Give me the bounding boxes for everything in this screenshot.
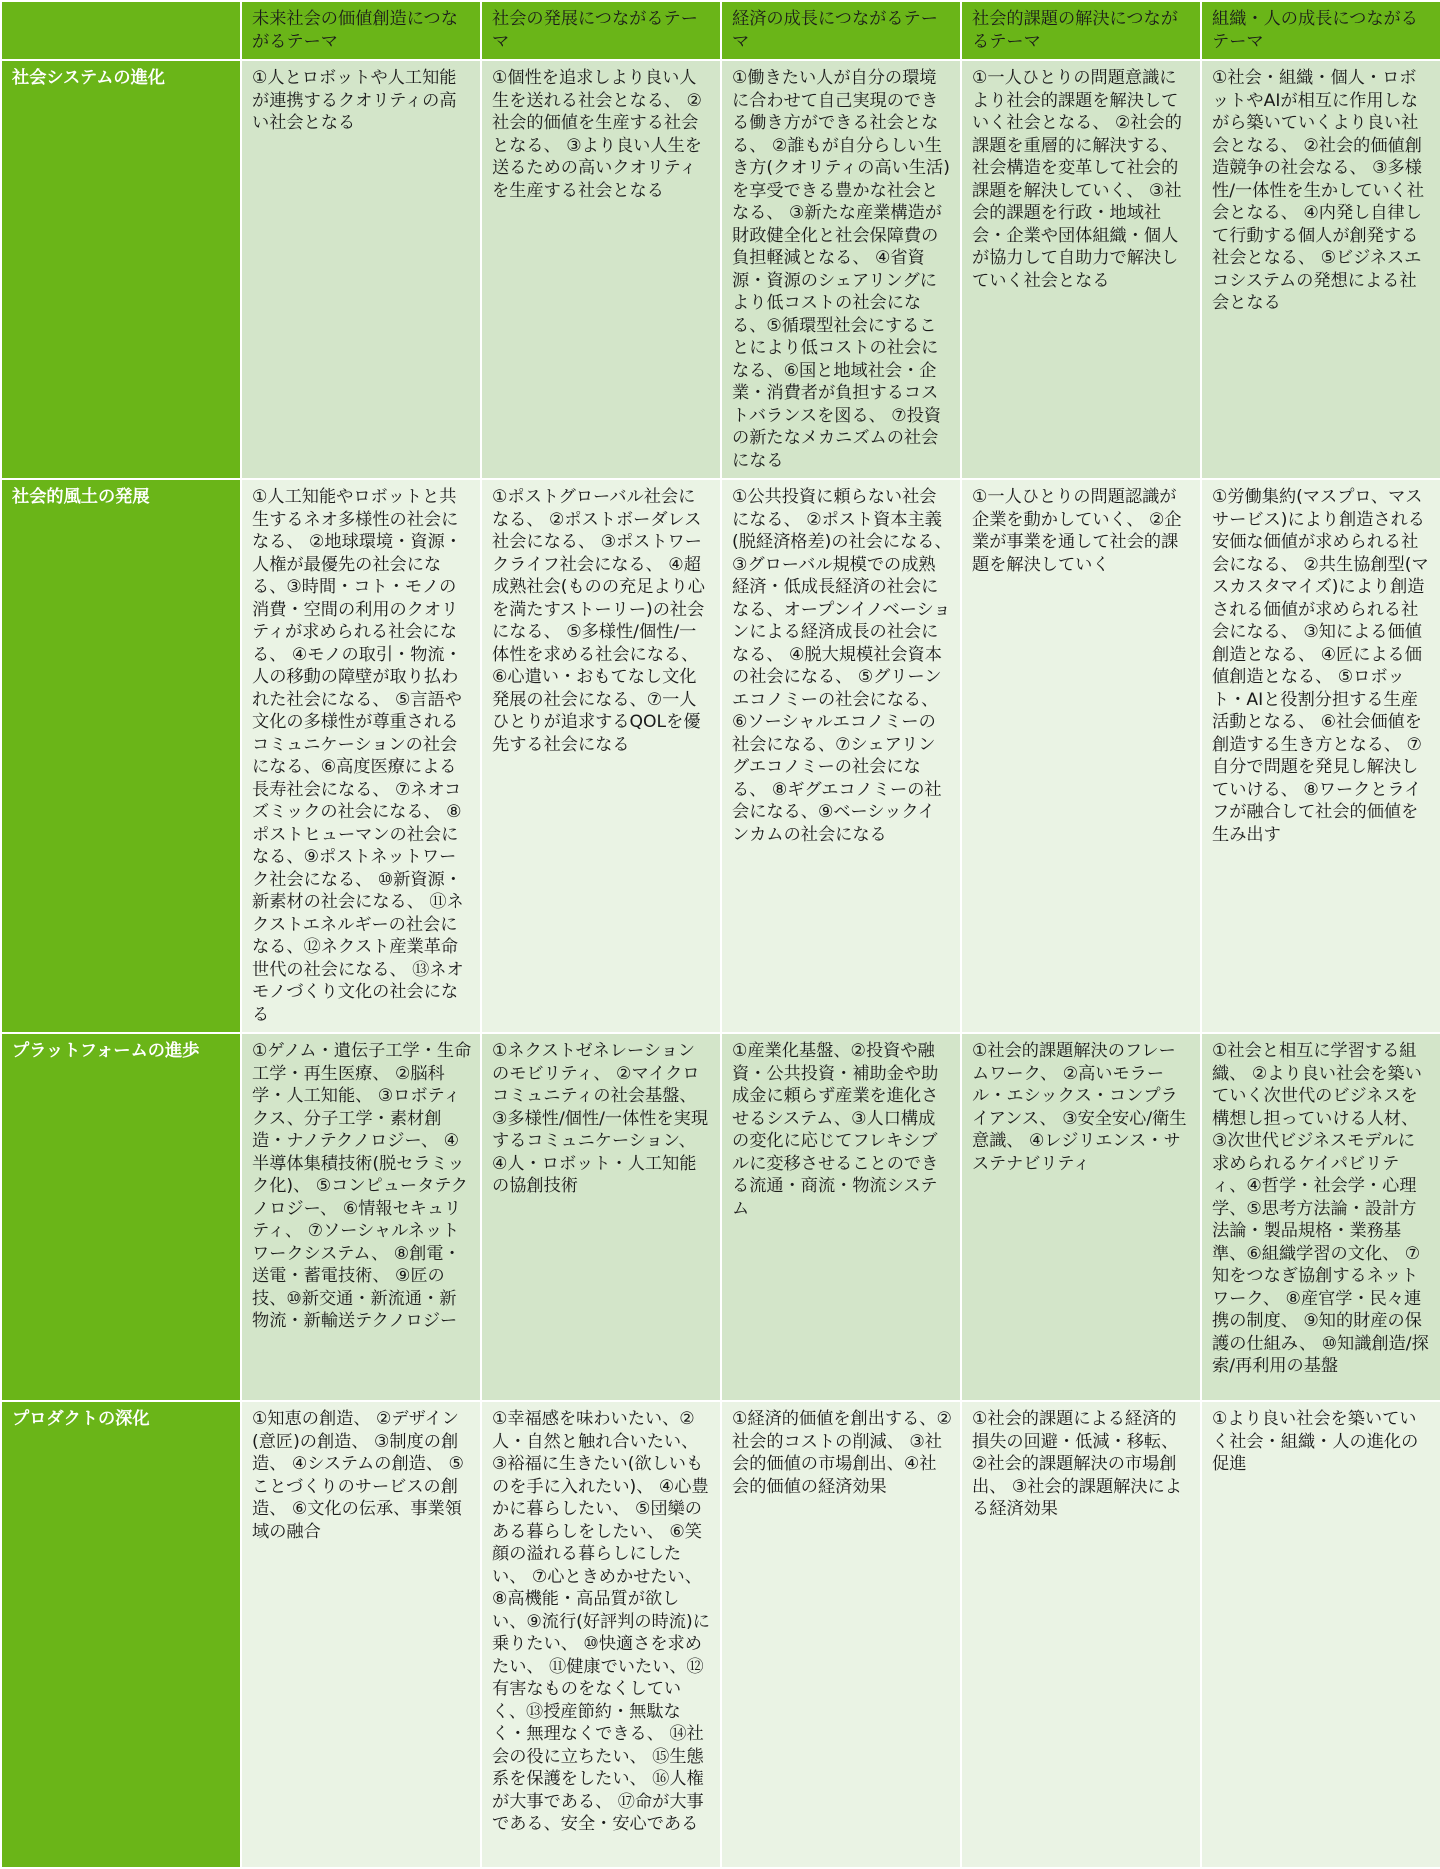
table-row: [1, 1401, 1440, 1868]
table-cell: ①社会的課題による経済的損失の回避・低減・移転、②社会的課題解決の市場創出、 ③社会的課題解決による経済効果: [961, 1401, 1201, 1868]
table-cell: ①働きたい人が自分の環境に合わせて自己実現のできる働き方ができる社会となる、 ②誰もが自分らしい生き方(クオリティの高い生活)を享受できる豊かな社会となる、 ③新たな産業構造が財政健全化と社会保障費の負担軽減となる、 ④省資源・資源のシェアリングにより低コストの社会になる、⑤循環型社会にすることにより低コストの社会になる、⑥国と地域社会・企業・消費者が負担するコストバランスを図る、 ⑦投資の新たなメカニズムの社会になる: [721, 60, 961, 479]
table-cell: ①社会的課題解決のフレームワーク、 ②高いモラール・エシックス・コンプライアンス、 ③安全安心/衛生意識、 ④レジリエンス・サステナビリティ: [961, 1033, 1201, 1401]
table-row: [1, 479, 1440, 1033]
table-cell: ①労働集約(マスプロ、マスサービス)により創造される安価な価値が求められる社会になる、 ②共生協創型(マスカスタマイズ)により創造される価値が求められる社会になる、 ③知による価値創造となる、 ④匠による価値創造となる、 ⑤ロボット・AIと役割分担する生産活動となる、 ⑥社会価値を創造する生き方となる、 ⑦自分で問題を発見し解決していける、 ⑧ワークとライフが融合して社会的価値を生み出す: [1201, 479, 1440, 1033]
column-header-org-people-growth: 組織・人の成長につながるテーマ: [1201, 1, 1440, 60]
column-header-society-development: 社会の発展につながるテーマ: [481, 1, 721, 60]
table-cell: ①公共投資に頼らない社会になる、 ②ポスト資本主義(脱経済格差)の社会になる、③グローバル規模での成熟経済・低成長経済の社会になる、オープンイノベーションによる経済成長の社会になる、 ④脱大規模社会資本の社会になる、 ⑤グリーンエコノミーの社会になる、⑥ソーシャルエコノミーの社会になる、⑦シェアリングエコノミーの社会になる、 ⑧ギグエコノミーの社会になる、⑨ベーシックインカムの社会になる: [721, 479, 961, 1033]
table-cell: ①ネクストゼネレーションのモビリティ、 ②マイクロコミュニティの社会基盤、 ③多様性/個性/一体性を実現するコミュニケーション、 ④人・ロボット・人工知能の協創技術: [481, 1033, 721, 1401]
table-cell: ①人工知能やロボットと共生するネオ多様性の社会になる、 ②地球環境・資源・人権が最優先の社会になる、③時間・コト・モノの消費・空間の利用のクオリティが求められる社会になる、 ④モノの取引・物流・人の移動の障壁が取り払われた社会になる、 ⑤言語や文化の多様性が尊重されるコミュニケーションの社会になる、⑥高度医療による長寿社会になる、 ⑦ネオコズミックの社会になる、 ⑧ポストヒューマンの社会になる、⑨ポストネットワーク社会になる、 ⑩新資源・新素材の社会になる、 ⑪ネクストエネルギーの社会になる、⑫ネクスト産業革命世代の社会になる、 ⑬ネオモノづくり文化の社会になる: [241, 479, 481, 1033]
table-cell: ①経済的価値を創出する、②社会的コストの削減、 ③社会的価値の市場創出、④社会的価値の経済効果: [721, 1401, 961, 1868]
table-cell: ①人とロボットや人工知能が連携するクオリティの高い社会となる: [241, 60, 481, 479]
header-row: [1, 1, 1440, 60]
column-header-economic-growth: 経済の成長につながるテーマ: [721, 1, 961, 60]
table-cell: ①知恵の創造、 ②デザイン(意匠)の創造、 ③制度の創造、 ④システムの創造、 ⑤ことづくりのサービスの創造、 ⑥文化の伝承、事業領域の融合: [241, 1401, 481, 1868]
table-cell: ①幸福感を味わいたい、②人・自然と触れ合いたい、③裕福に生きたい(欲しいものを手に入れたい)、 ④心豊かに暮らしたい、 ⑤団欒のある暮らしをしたい、 ⑥笑顔の溢れる暮らしにしたい、 ⑦心ときめかせたい、⑧高機能・高品質が欲しい、⑨流行(好評判の時流)に乗りたい、 ⑩快適さを求めたい、 ⑪健康でいたい、⑫有害なものをなくしていく、⑬授産節約・無駄なく・無理なくできる、 ⑭社会の役に立ちたい、 ⑮生態系を保護をしたい、 ⑯人権が大事である、 ⑰命が大事である、安全・安心である: [481, 1401, 721, 1868]
column-header-future-value: 未来社会の価値創造につながるテーマ: [241, 1, 481, 60]
corner-cell: [1, 1, 241, 60]
table-cell: ①個性を追求しより良い人生を送れる社会となる、 ②社会的価値を生産する社会となる、 ③より良い人生を送るための高いクオリティを生産する社会となる: [481, 60, 721, 479]
table-cell: ①一人ひとりの問題意識により社会的課題を解決していく社会となる、 ②社会的課題を重層的に解決する、社会構造を変革して社会的課題を解決していく、 ③社会的課題を行政・地域社会・企業や団体組織・個人が協力して自助力で解決していく社会となる: [961, 60, 1201, 479]
table-cell: ①一人ひとりの問題認識が企業を動かしていく、 ②企業が事業を通して社会的課題を解決していく: [961, 479, 1201, 1033]
table-cell: ①より良い社会を築いていく社会・組織・人の進化の促進: [1201, 1401, 1440, 1868]
row-header-product: プロダクトの深化: [1, 1401, 241, 1868]
table-cell: ①社会・組織・個人・ロボットやAIが相互に作用しながら築いていくより良い社会となる、 ②社会的価値創造競争の社会なる、 ③多様性/一体性を生かしていく社会となる、 ④内発し自律して行動する個人が創発する社会となる、 ⑤ビジネスエコシステムの発想による社会となる: [1201, 60, 1440, 479]
row-header-social-system: 社会システムの進化: [1, 60, 241, 479]
table-cell: ①ゲノム・遺伝子工学・生命工学・再生医療、 ②脳科学・人工知能、 ③ロボティクス、分子工学・素材創造・ナノテクノロジー、 ④半導体集積技術(脱セラミック化)、 ⑤コンピュータテクノロジー、 ⑥情報セキュリティ、 ⑦ソーシャルネットワークシステム、 ⑧創電・送電・蓄電技術、 ⑨匠の技、⑩新交通・新流通・新物流・新輸送テクノロジー: [241, 1033, 481, 1401]
column-header-social-issues: 社会的課題の解決につながるテーマ: [961, 1, 1201, 60]
row-header-social-climate: 社会的風土の発展: [1, 479, 241, 1033]
table-cell: ①社会と相互に学習する組織、 ②より良い社会を築いていく次世代のビジネスを構想し担っていける人材、③次世代ビジネスモデルに求められるケイパビリティ、④哲学・社会学・心理学、⑤思考方法論・設計方法論・製品規格・業務基準、⑥組織学習の文化、 ⑦知をつなぎ協創するネットワーク、 ⑧産官学・民々連携の制度、 ⑨知的財産の保護の仕組み、 ⑩知識創造/探索/再利用の基盤: [1201, 1033, 1440, 1401]
row-header-platform: プラットフォームの進歩: [1, 1033, 241, 1401]
table-cell: ①産業化基盤、②投資や融資・公共投資・補助金や助成金に頼らず産業を進化させるシステム、③人口構成の変化に応じてフレキシブルに変移させることのできる流通・商流・物流システム: [721, 1033, 961, 1401]
table-cell: ①ポストグローバル社会になる、 ②ポストボーダレス社会になる、 ③ポストワークライフ社会になる、 ④超成熟社会(ものの充足より心を満たすストーリー)の社会になる、 ⑤多様性/個性/一体性を求める社会になる、 ⑥心遣い・おもてなし文化発展の社会になる、⑦一人ひとりが追求するQOLを優先する社会になる: [481, 479, 721, 1033]
table-row: [1, 60, 1440, 479]
table-row: [1, 1033, 1440, 1401]
